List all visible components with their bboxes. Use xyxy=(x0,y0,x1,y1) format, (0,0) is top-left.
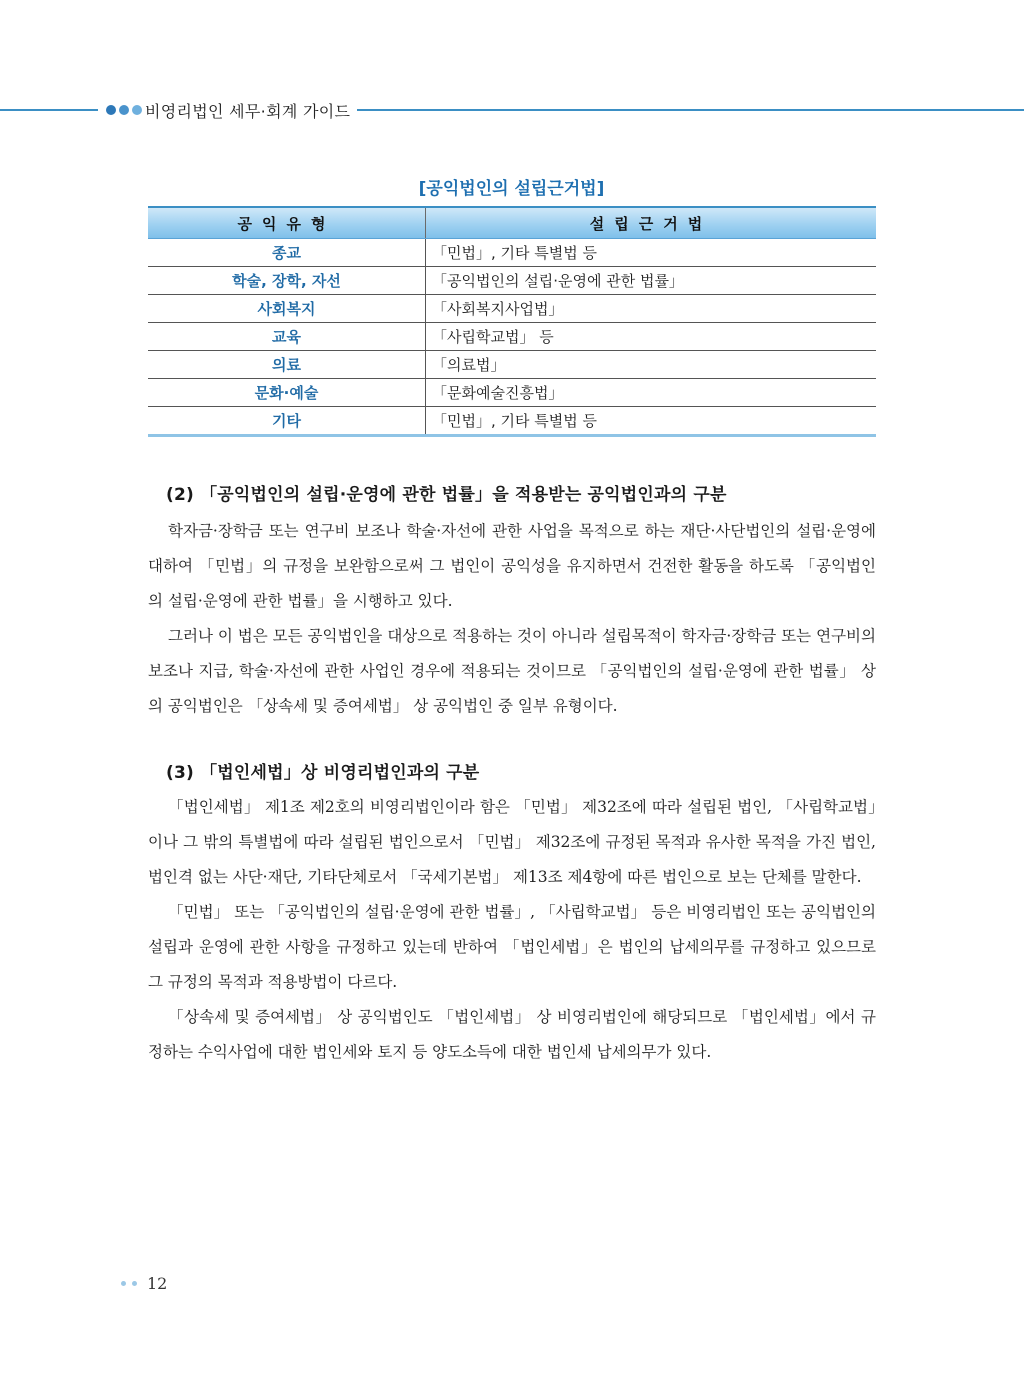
dot-icon xyxy=(121,1281,126,1286)
header-dots-icon xyxy=(106,104,142,116)
section-2-heading: (2) 「공익법인의 설립·운영에 관한 법률」을 적용받는 공익법인과의 구분 xyxy=(166,485,727,505)
table-row xyxy=(148,407,876,436)
type-cell: 학술, 장학, 자선 xyxy=(148,267,426,295)
table-row xyxy=(148,379,876,407)
law-cell: 「사립학교법」 등 xyxy=(426,323,877,351)
table-caption: [공익법인의 설립근거법] xyxy=(418,179,605,199)
page-number: 12 xyxy=(147,1274,168,1293)
type-cell: 의료 xyxy=(148,351,426,379)
law-cell: 「민법」, 기타 특별법 등 xyxy=(426,239,877,267)
table-row xyxy=(148,323,876,351)
law-cell: 「공익법인의 설립·운영에 관한 법률」 xyxy=(426,267,877,295)
law-cell: 「의료법」 xyxy=(426,351,877,379)
type-cell: 사회복지 xyxy=(148,295,426,323)
paragraph: 학자금·장학금 또는 연구비 보조나 학술·자선에 관한 사업을 목적으로 하는 재단·사단법인의 설립·운영에 대하여 「민법」의 규정을 보완함으로써 그 법인이 공익성을 유지하면서 건전한 활동을 하도록 「공익법인의 설립·운영에 관한 법률」을 시행하고 있다. xyxy=(148,522,876,610)
law-cell: 「사회복지사업법」 xyxy=(426,295,877,323)
section-3 xyxy=(148,758,876,1070)
header-rule-right xyxy=(357,109,1024,111)
dot-icon xyxy=(119,105,129,115)
column-header-type: 공익유형 xyxy=(148,207,426,239)
paragraph: 「법인세법」 제1조 제2호의 비영리법인이라 함은 「민법」 제32조에 따라 설립된 법인, 「사립학교법」이나 그 밖의 특별법에 따라 설립된 법인으로서 「민법」 제32조에 규정된 목적과 유사한 목적을 가진 법인, 법인격 없는 사단·재단, 기타단체로서 「국세기본법」 제13조 제4항에 따른 법인으로 보는 단체를 말한다. xyxy=(148,798,876,886)
dot-icon xyxy=(132,105,142,115)
paragraph: 「상속세 및 증여세법」 상 공익법인도 「법인세법」 상 비영리법인에 해당되므로 「법인세법」에서 규정하는 수익사업에 대한 법인세와 토지 등 양도소득에 대한 법인세 납세의무가 있다. xyxy=(148,1008,876,1061)
law-cell: 「민법」, 기타 특별법 등 xyxy=(426,407,877,436)
dot-icon xyxy=(132,1281,137,1286)
table-row xyxy=(148,267,876,295)
section-3-heading: (3) 「법인세법」상 비영리법인과의 구분 xyxy=(166,763,480,783)
legal-basis-table xyxy=(148,206,876,437)
type-cell: 교육 xyxy=(148,323,426,351)
paragraph: 그러나 이 법은 모든 공익법인을 대상으로 적용하는 것이 아니라 설립목적이 학자금·장학금 또는 연구비의 보조나 지급, 학술·자선에 관한 사업인 경우에 적용되는 것이므로 「공익법인의 설립·운영에 관한 법률」 상의 공익법인은 「상속세 및 증여세법」 상 공익법인 중 일부 유형이다. xyxy=(148,627,876,715)
table-row xyxy=(148,351,876,379)
header-title: 비영리법인 세무·회계 가이드 xyxy=(145,102,351,121)
table-row xyxy=(148,295,876,323)
column-header-law: 설립근거법 xyxy=(426,207,877,239)
type-cell: 종교 xyxy=(148,239,426,267)
dot-icon xyxy=(106,105,116,115)
section-3-body xyxy=(148,790,876,1070)
type-cell: 문화·예술 xyxy=(148,379,426,407)
table-header-row xyxy=(148,207,876,239)
section-2-body xyxy=(148,514,876,724)
header-rule-left xyxy=(0,109,98,111)
running-header xyxy=(0,98,1024,122)
table-row xyxy=(148,239,876,267)
paragraph: 「민법」 또는 「공익법인의 설립·운영에 관한 법률」, 「사립학교법」 등은 비영리법인 또는 공익법인의 설립과 운영에 관한 사항을 규정하고 있는데 반하여 「법인세법」은 법인의 납세의무를 규정하고 있으므로 그 규정의 목적과 적용방법이 다르다. xyxy=(148,903,876,991)
law-cell: 「문화예술진흥법」 xyxy=(426,379,877,407)
page-footer xyxy=(121,1274,167,1293)
section-2 xyxy=(148,480,876,724)
type-cell: 기타 xyxy=(148,407,426,436)
